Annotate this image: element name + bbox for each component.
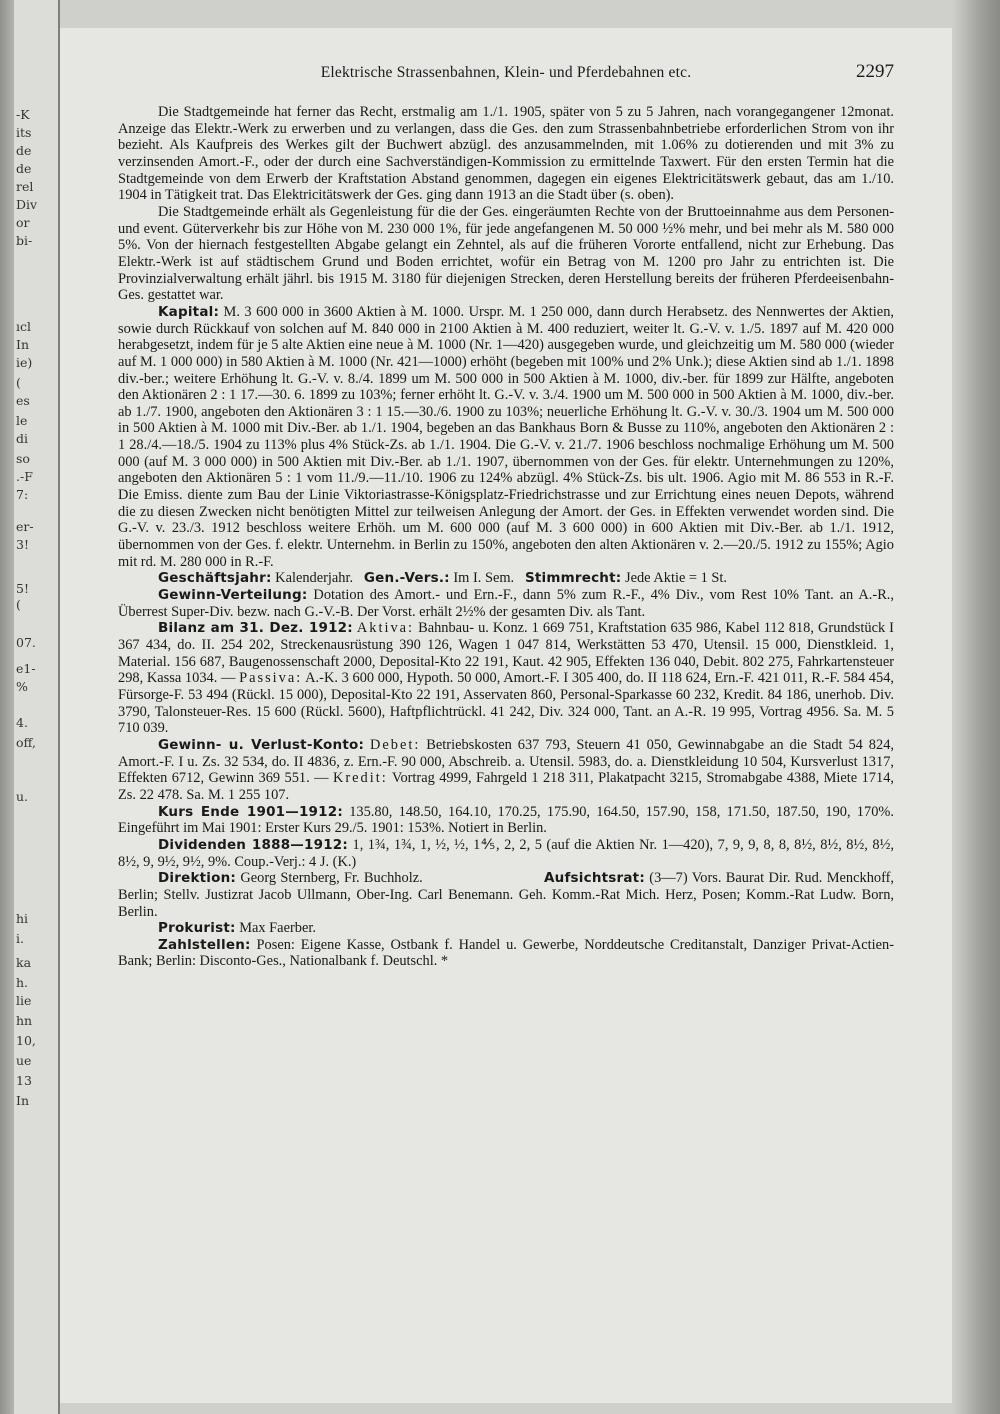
margin-fragment: 7: [16,487,29,502]
margin-fragment: 07. [16,635,36,650]
kredit-label: Kredit: [332,770,388,787]
section-direktion-aufsichtsrat [118,870,894,920]
margin-fragment: bi- [16,233,33,248]
dividenden-text: 1, 1¾, 1¾, 1, ½, ½, 1⅘, 2, 2, 5 (auf die Aktien Nr. 1—420), 7, 9, 9, 8, 8, 8½, 8½, 8½, 8½, 8½, 9, 9½, 9½, 9%. Coup.-Verj.: 4 J. (K.) [118,836,894,870]
margin-fragment: u. [16,789,29,804]
kredit-text: Vortrag 4999, Fahrgeld 1 218 311, Plakatpacht 3215, Stromabgabe 4388, Miete 1714, Zs. 22 478. Sa. M. 1 255 107. [118,770,894,803]
section-kapital [118,304,894,571]
page-number: 2297 [856,61,894,82]
margin-fragment: In [16,1093,29,1108]
margin-fragment: e1- [16,661,36,676]
kapital-text: M. 3 600 000 in 3600 Aktien à M. 1000. Urspr. M. 1 250 000, dann durch Herabsetz. des Nennwertes der Aktien, sowie durch Rückkauf von solchen auf M. 840 000 in 2100 Aktien à M. 400 reduziert, weiter lt. G.-V. v. 1./5. 1897 auf M. 420 000 herabgesetzt, indem für je 5 alte Aktien eine neue à M. 1000 (Nr. 1—420) ausgegeben wurde, und gleichzeitig um M. 580 000 (wieder auf M. 1 000 000) in 580 Aktien à M. 1000 (Nr. 421—1000) erhöht (begeben mit 100% und 2% Unk.); diese Aktien sind ab 1./1. 1898 div.-ber.; weitere Erhöhung lt. G.-V. v. 8./4. 1899 um M. 500 000 in 500 Aktien à M. 1000, div.-ber. für 1899 zur Hälfte, angeboten den Aktionären 2 : 1 17.—30. 6. 1899 zu 103%; ferner erhöht lt. G.-V. v. 3./4. 1900 um M. 500 000 in 500 Aktien à M. 1000, div.-ber. ab 1./7. 1900, angeboten den Aktionären 3 : 1 15.—30./6. 1900 zu 103%; neuerliche Erhöhung lt. G.-V. v. 30./3. 1904 um M. 500 000 in 500 Aktien à M. 1000 mit Div.-Ber. ab 1./1. 1904, begeben an das Bankhaus Born & Busse zu 110%, angeboten den Aktionären 2 : 1 28./4.—18./5. 1904 zu 113% plus 4% Stück-Zs. ab 1./1. 1904. Die G.-V. v. 21./7. 1906 beschloss nochmalige Erhöhung um M. 500 000 (auf M. 3 000 000) in 500 Aktien mit Div.-Ber. ab 1./1. 1907, übernommen von der Ges. für elektr. Unternehmungen zu 120%, angeboten den Aktionären 5 : 1 vom 11./9.—11./10. 1906 zu 124% abzügl. 4% Stück-Zs. bis ult. 1906. Agio mit M. 86 553 in R.-F. Die Emiss. diente zum Bau der Linie Viktoriastrasse-Königsplatz-Friedrichstrasse und zur Errichtung eines neuen Depots, während die zu diesen Zwecken nicht benötigten Mittel zur teilweisen Anlegung der Amort. der Ges. in Effekten verwendet worden sind. Die G.-V. v. 23./3. 1912 beschloss weitere Erhöh. um M. 600 000 (auf M. 3 600 000) in 600 Aktien mit Div.-Ber. ab 1./1. 1912, übernommen von der Ges. f. elektr. Unternehm. in Berlin zu 150%, angeboten den alten Aktionären v. 2.—20./5. 1912 zu 155%; Agio mit rd. M. 280 000 in R.-F. [118,303,894,570]
gen-vers-text: Im I. Sem. [453,570,515,587]
aufsichtsrat-text: Baurat Dir. Rud. Menckhoff, Berlin; Stellv. Justizrat Jacob Ullmann, Ober-Ing. Carl Benemann. Geh. Komm.-Rat Mich. Herz, Posen; Komm.-Rat Ludw. Born, Berlin. [118,870,895,920]
margin-fragment: ka [16,955,32,970]
section-gewinn-verlust [118,737,894,804]
margin-fragment: 4. [16,715,28,730]
section-bilanz [118,620,894,737]
section-zahlstellen [118,937,894,970]
margin-fragment: es [16,393,30,408]
section-meta [118,570,894,587]
gewinn-verteilung-label: Gewinn-Verteilung: [158,587,308,604]
kurs-label: Kurs Ende 1901—1912: [158,803,343,820]
section-kurs [118,804,894,837]
margin-fragment: h. [16,975,29,990]
margin-fragment: ue [16,1053,32,1068]
prokurist-label: Prokurist: [158,920,236,937]
section-prokurist [118,920,894,937]
margin-fragment: rel [16,179,34,194]
article-body [118,104,894,970]
bilanz-label: Bilanz am 31. Dez. 1912: [158,620,353,637]
prokurist-text: Max Faerber. [239,920,316,937]
kurs-text: 135.80, 148.50, 164.10, 170.25, 175.90, 164.50, 157.90, 158, 171.50, 187.50, 190, 170%. Eingeführt im Mai 1901: Erster Kurs 29./5. 1901: 153%. Notiert in Berlin. [118,803,894,837]
margin-fragment: di [16,431,28,446]
stimmrecht-text: Jede Aktie = 1 St. [624,570,728,587]
document-page [60,28,952,1403]
margin-fragment: its [16,125,32,140]
aufsichtsrat-label: Aufsichtsrat: [544,870,645,887]
adjacent-page-margin [14,0,60,1414]
margin-fragment: ( [16,597,21,612]
kapital-label: Kapital: [158,303,220,320]
margin-fragment: i. [16,931,24,946]
stimmrecht-label: Stimmrecht: [524,570,622,587]
direktion-text: Georg Sternberg, Fr. Buchholz. [240,870,423,887]
margin-fragment: hn [16,1013,33,1028]
margin-fragment: ıcl [16,319,31,334]
direktion-label: Direktion: [158,870,236,887]
geschaeftsjahr-label: Geschäftsjahr: [158,570,272,587]
gewinn-verteilung-text: Dotation des Amort.- und Ern.-F., dann 5% zum R.-F., 4% Div., vom Rest 10% Tant. an A.-R., Überrest Super-Div. bezw. nach G.-V.-B. Der Vorst. erhält 2½% der gesamten Div. als Tant. [118,587,894,620]
margin-fragment: or [16,215,30,230]
margin-fragment: .-F [16,469,33,484]
margin-fragment: hi [16,911,29,926]
zahlstellen-text: Posen: Eigene Kasse, Ostbank f. Handel u. Gewerbe, Norddeutsche Creditanstalt, Danziger Privat-Actien-Bank; Berlin: Disconto-Ges., Nationalbank f. Deutschl. * [118,936,894,970]
passiva-label: Passiva: [239,670,303,687]
paragraph-consideration: Die Stadtgemeinde erhält als Gegenleistung für die der Ges. eingeräumten Rechte von der Bruttoeinnahme aus dem Personen- und event. Güterverkehr bis zur Höhe von M. 230 000 1%, für jede angefangenen M. 50 000 ½% mehr, und bei mehr als M. 580 000 5%. Von der hiernach festgestellten Abgabe gelangt ein Zehntel, als auf die früheren Vororte entfallend, nicht zur Erhebung. Das Elektr.-Werk ist auf städtischem Grund und Boden errichtet, wofür ein Betrag von M. 1200 pro Jahr zu entrichten ist. Die Provinzialverwaltung erhält jährl. bis 1915 M. 3180 für diejenigen Strecken, deren Herstellung bereits der früheren Pferdeeisenbahn-Ges. gestattet war. [118,203,894,304]
margin-fragment: le [16,413,28,428]
margin-fragment: de [16,161,32,176]
debet-label: Debet: [370,736,421,753]
margin-fragment: de [16,143,32,158]
debet-text: Betriebskosten 637 793, Steuern 41 050, Gewinnabgabe an die Stadt 54 824, Amort.-F. I u. Zs. 32 534, do. II 4836, z. Ern.-F. 90 000, Abschreib. a. Utensil. 5983, do. a. Dienstkleidung 10 504, Kursverlust 1317, Effekten 6712, Gewinn 369 551. — [118,736,894,787]
section-dividenden [118,837,894,870]
geschaeftsjahr-text: Kalenderjahr. [275,570,354,587]
margin-fragment: ( [16,375,21,390]
margin-fragment: In [16,337,29,352]
dividenden-label: Dividenden 1888—1912: [158,836,348,853]
margin-fragment: ie) [16,355,33,370]
paragraph-purchase-right: Die Stadtgemeinde hat ferner das Recht, erstmalig am 1./1. 1905, später von 5 zu 5 Jahren, nach vorangegangener 12monat. Anzeige das Elektr.-Werk zu erwerben und zu verlangen, dass die Ges. den zum Strassenbahnbetriebe erforderlichen Strom von ihr bezieht. Als Kaufpreis des Werkes gilt der Buchwert abzügl. des anzusammelnden, mit 1.06% zu dotierenden und mit 3% zu verzinsenden Amort.-F., oder der durch eine Sachverständigen-Kommission zu ermittelnde Taxwert. Für den ersten Termin hat die Stadtgemeinde von dem Erwerb der Kraftstation Abstand genommen, dagegen ein eigenes Elektricitätswerk gebaut, das am 1./10. 1904 in Tätigkeit trat. Das Elektricitätswerk der Ges. ging dann 1913 an die Stadt über (s. oben). [118,104,894,204]
running-header: Elektrische Strassenbahnen, Klein- und Pferdebahnen etc. [320,64,692,81]
aktiva-label: Aktiva: [356,620,415,637]
margin-fragment: 13 [16,1073,32,1088]
scan-edge-right [952,0,1000,1414]
margin-fragment: % [16,679,28,694]
margin-fragment: off, [16,735,36,750]
scan-edge-left [0,0,14,1414]
margin-fragment: Div [16,197,38,212]
margin-fragment: so [16,451,30,466]
gewinn-verlust-label: Gewinn- u. Verlust-Konto: [158,736,365,753]
aufsichtsrat-count: (3—7) Vors. [649,870,722,887]
zahlstellen-label: Zahlstellen: [158,936,251,953]
margin-fragment: -K [16,107,30,122]
aktiva-text: Bahnbau- u. Konz. 1 669 751, Kraftstation 635 986, Kabel 112 818, Grundstück I 367 434, do. II. 254 202, Streckenausrüstung 390 126, Wagen 1 047 814, Werkstätten 53 470, Utensil. 15 000, Dienstkleid. 1, Material. 156 687, Baugenossenschaft 2000, Deposital-Kto 22 191, Kaut. 42 905, Effekten 136 040, Debit. 802 275, Fahrkartensteuer 298, Kassa 1034. — [118,620,894,687]
margin-fragment: er- [16,519,34,534]
margin-fragment: 3! [16,537,29,552]
gen-vers-label: Gen.-Vers.: [363,570,450,587]
margin-fragment: 5! [16,581,29,596]
margin-fragment: lie [16,993,32,1008]
section-gewinn-verteilung [118,587,894,620]
margin-fragment: 10, [16,1033,36,1048]
passiva-text: A.-K. 3 600 000, Hypoth. 50 000, Amort.-F. I 305 400, do. II 118 624, Ern.-F. 421 011, R.-F. 584 454, Fürsorge-F. 53 494 (Rückl. 15 000), Deposital-Kto 22 191, Asservaten 860, Personal-Sparkasse 60 232, Kredit. 84 186, unerhob. Div. 3790, Talonsteuer-Res. 15 600 (Rückl. 5600), Haftpflichtrückl. 41 242, Div. 324 000, Tant. an A.-R. 19 995, Vortrag 4956. Sa. M. 5 710 039. [118,670,894,737]
